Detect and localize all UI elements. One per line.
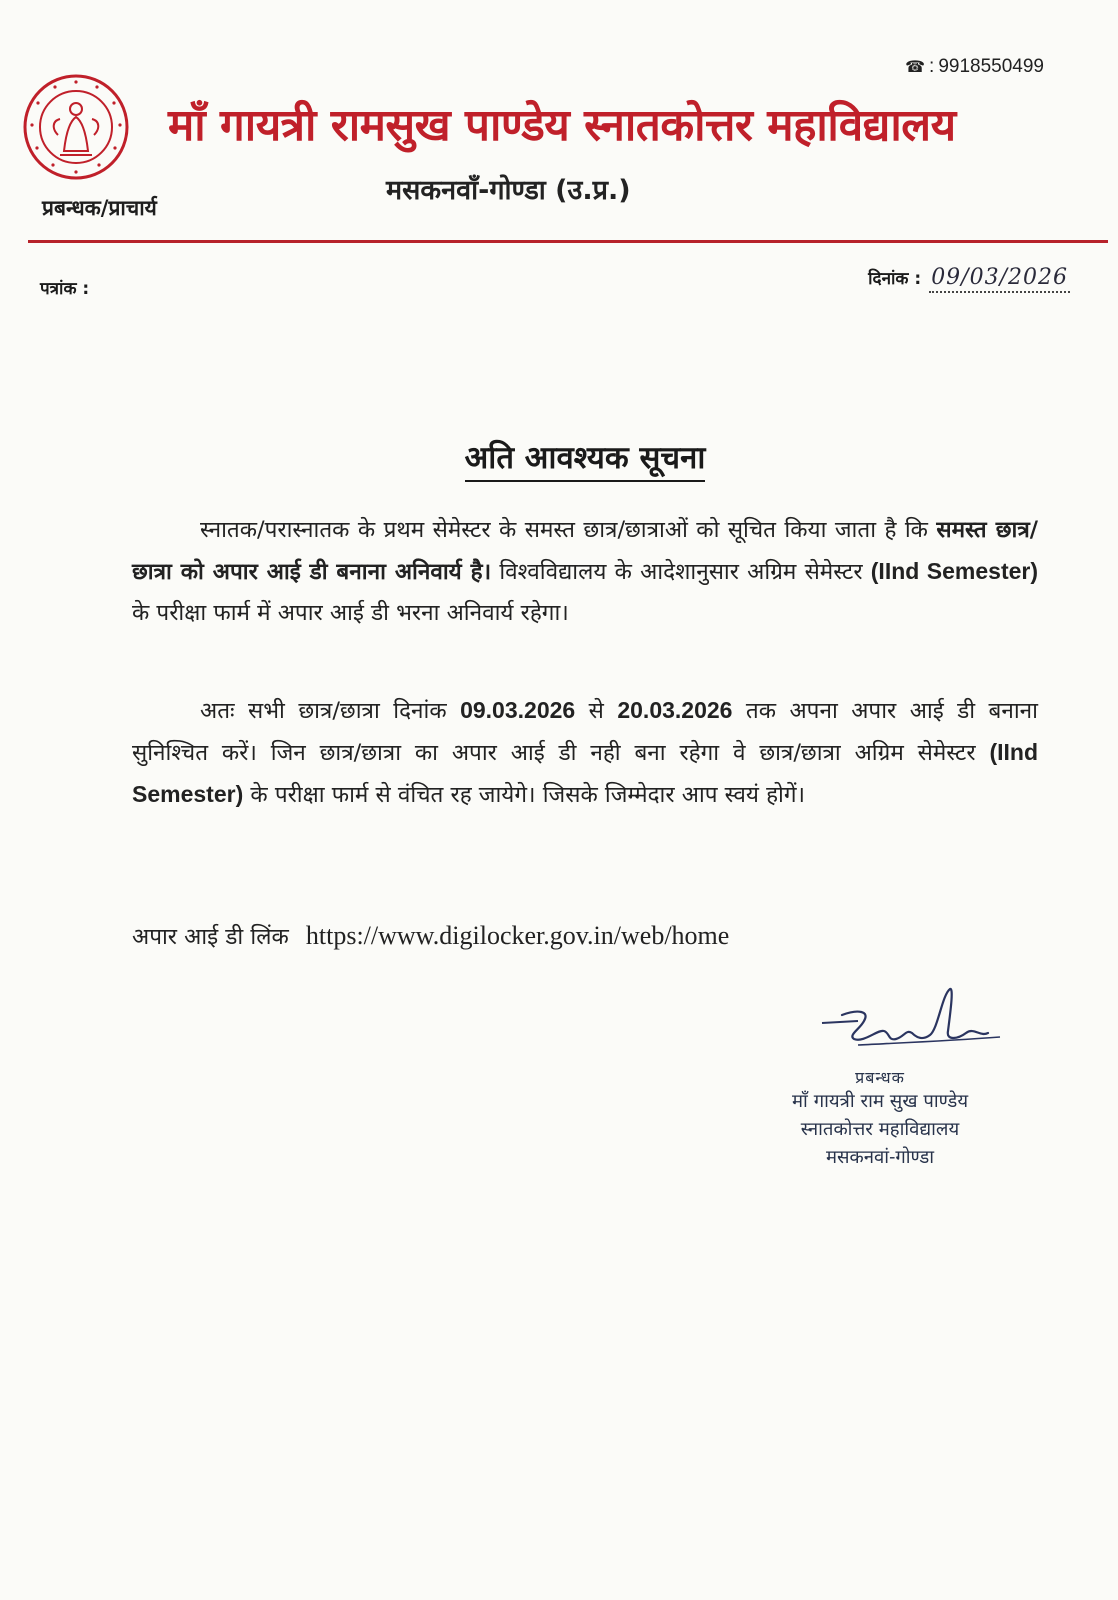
signatory-line-3: मसकनवां-गोण्डा	[825, 1147, 935, 1168]
p2-semester-label: (IInd Semester)	[132, 739, 1038, 807]
college-name: माँ गायत्री रामसुख पाण्डेय स्नातकोत्तर महाविद्यालय	[168, 100, 956, 151]
manager-label: प्रबन्धक/प्राचार्य	[42, 196, 157, 220]
phone-prefix: :	[929, 56, 935, 77]
notice-paragraph-2	[132, 690, 1038, 816]
phone-value: 9918550499	[938, 56, 1044, 77]
phone-number	[905, 56, 1044, 78]
handwritten-signature	[818, 985, 1008, 1060]
p2-start-date: 09.03.2026	[460, 697, 576, 723]
p2-text-a: अतः सभी छात्र/छात्रा दिनांक	[200, 698, 461, 724]
date-label: दिनांक :	[868, 269, 922, 289]
p1-text-e: के परीक्षा फार्म में अपार आई डी भरना अनिवार्य रहेगा।	[132, 600, 569, 626]
phone-icon: ☎	[905, 59, 926, 76]
p1-text-c: विश्वविद्यालय के आदेशानुसार अग्रिम सेमेस्टर	[491, 559, 871, 585]
p2-end-date: 20.03.2026	[617, 697, 733, 723]
notice-title-text: अति आवश्यक सूचना	[465, 440, 706, 482]
signatory-role: प्रबन्धक	[855, 1068, 905, 1087]
college-seal-logo	[22, 73, 130, 181]
college-location: मसकनवाँ-गोण्डा (उ.प्र.)	[386, 175, 631, 206]
signatory-block	[740, 1066, 1020, 1172]
p1-semester-label: (IInd Semester)	[870, 558, 1039, 584]
apaar-link-url[interactable]: https://www.digilocker.gov.in/web/home	[305, 921, 730, 950]
letterhead-divider	[28, 240, 1108, 243]
p2-text-c: से	[575, 698, 618, 724]
signatory-line-1: माँ गायत्री राम सुख पाण्डेय	[791, 1091, 969, 1112]
p1-text-bold: समस्त छात्र/छात्रा को अपार आई डी बनाना अनिवार्य है।	[132, 517, 1038, 585]
p2-text-e: तक अपना अपार आई डी बनाना सुनिश्चित करें। जिन छात्र/छात्रा का अपार आई डी नही बना रहेगा वे छात्र/छात्रा अग्रिम सेमेस्टर	[132, 698, 1039, 766]
apaar-link-line	[132, 920, 729, 951]
date-value: 09/03/2026	[929, 265, 1070, 293]
signatory-line-2: स्नातकोत्तर महाविद्यालय	[800, 1119, 960, 1140]
notice-paragraph-1	[132, 510, 1038, 634]
p2-text-g: के परीक्षा फार्म से वंचित रह जायेगे। जिसके जिम्मेदार आप स्वयं होगें।	[243, 782, 806, 808]
date-field	[868, 265, 1070, 293]
apaar-link-label: अपार आई डी लिंक	[132, 924, 289, 950]
p1-text-a: स्नातक/परास्नातक के प्रथम सेमेस्टर के समस्त छात्र/छात्राओं को सूचित किया जाता है कि	[200, 517, 937, 543]
notice-title	[0, 436, 1118, 478]
reference-label: पत्रांक :	[40, 279, 90, 299]
